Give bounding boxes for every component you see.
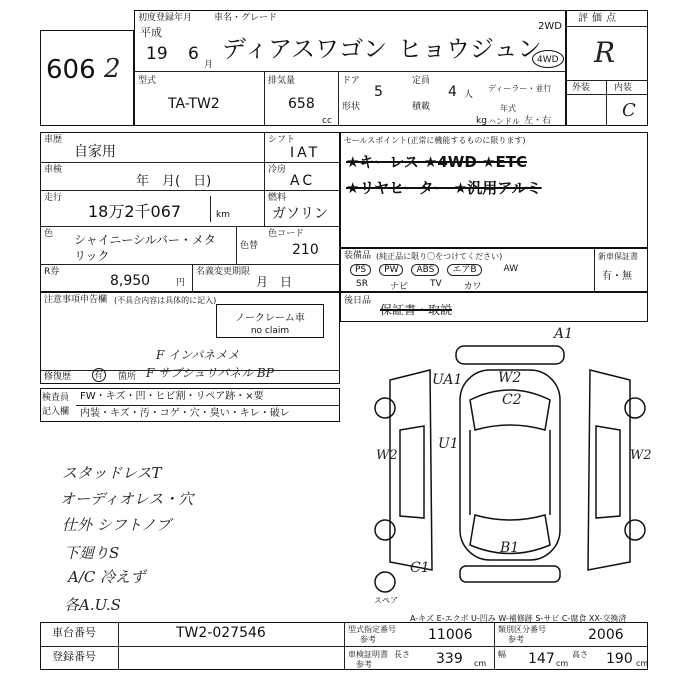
new-warranty-label: 新車保証書 [598, 252, 638, 261]
diagram-mark-w2-top: W2 [498, 370, 522, 386]
length-label: 長さ [394, 650, 410, 659]
no-claim-stamp [216, 304, 324, 338]
drive-4wd: 4WD [537, 55, 559, 65]
reg-month: 6 [188, 44, 199, 64]
diagram-mark-a1: A1 [554, 326, 574, 342]
recycle-label: R券 [44, 267, 60, 277]
height-unit: cm [636, 659, 649, 668]
no-claim-en: no claim [250, 326, 290, 336]
no-claim-text: ノークレーム車 [235, 313, 305, 324]
chassis-value: TW2-027546 [176, 625, 266, 641]
color-code-value: 210 [292, 242, 319, 258]
length-value: 339 [436, 651, 463, 667]
interior-value: C [622, 100, 636, 121]
comment-1: スタッドレスT [62, 464, 162, 482]
equip-pw: PW [379, 264, 403, 276]
diagram-mark-b1: B1 [500, 540, 520, 556]
notes-sub-label: (不具合内容は具体的に記入) [114, 296, 217, 305]
car-name: ディアスワゴン [222, 35, 388, 63]
note-hand-2: F サブシュリバネル BP [146, 366, 274, 380]
color-value-1: シャイニーシルバー・メタ [74, 233, 216, 247]
diagram-mark-c1: C1 [410, 560, 430, 576]
month-unit: 月 [204, 60, 214, 70]
diagram-mark-u1: U1 [438, 436, 459, 452]
repair-label: 修復歴 [44, 372, 72, 382]
doors-value: 5 [374, 84, 383, 100]
comment-3: 仕外 シフトノブ [62, 516, 171, 534]
dealer-label: ディーラー・並行 [488, 84, 552, 93]
type-value: 11006 [428, 627, 473, 643]
color-label: 色 [44, 229, 54, 239]
equipment-label: 装備品 [344, 251, 372, 261]
class-value: 2006 [588, 627, 624, 643]
width-value: 147 [528, 651, 555, 667]
displacement-unit: cc [322, 116, 332, 126]
mileage-unit-divider [210, 196, 211, 222]
equip-airbag: エアB [447, 264, 481, 276]
color-code-label: 色コード [268, 229, 305, 239]
color-change-label: 色替 [240, 241, 259, 251]
drive-2wd: 2WD [538, 21, 562, 32]
type-label: 型式指定番号 [348, 625, 396, 634]
comment-6: 各A.U.S [64, 596, 121, 614]
length-unit: cm [474, 659, 487, 668]
chassis-label: 車台番号 [52, 626, 96, 639]
repair-value: 有 [94, 371, 104, 381]
fuel-value: ガソリン [272, 206, 328, 222]
new-warranty-value: 有・無 [602, 271, 632, 282]
car-name-label: 車名・グレード [214, 13, 278, 23]
capacity-value: 4 [448, 84, 457, 100]
grade: ヒョウジュン [398, 35, 542, 63]
mileage-value: 18万2千067 [88, 202, 182, 221]
diagram-mark-c2: C2 [502, 392, 522, 408]
note-hand-1: F インパネメメ [156, 348, 240, 362]
doors-label: ドア [342, 76, 360, 86]
equip-abs: ABS [411, 264, 439, 276]
equipment-row1 [350, 264, 590, 276]
sales-points-line1: ★キーレス ★4WD ★ETC [346, 153, 527, 171]
inspector-line-1: FW・キズ・凹・ヒビ割・リペア跡・×要 [80, 391, 264, 402]
inspection-label: 車検 [44, 165, 63, 175]
width-label: 幅 [498, 650, 506, 659]
first-reg-label: 初度登録年月 [138, 13, 193, 23]
lot-mark: 2 [104, 54, 121, 84]
history-value: 自家用 [74, 144, 116, 160]
reg-year: 19 [146, 44, 168, 64]
fuel-label: 燃料 [268, 193, 287, 203]
handle-value: 左・右 [524, 116, 552, 126]
comment-4: 下廻りS [64, 544, 120, 562]
diagram-legend: A-キズ E-エクボ U-凹み W-補修跡 S-サビ C-腐食 XX-交換済 [410, 614, 627, 623]
accessories-value: 保証書・取説 [380, 303, 453, 317]
type-sub: 参考 [360, 635, 376, 644]
diagram-spare-label: スペア [374, 596, 398, 605]
exterior-label: 外装 [572, 83, 591, 93]
inspection-value: 年 月( 日) [136, 174, 212, 189]
diagram-mark-ua1: UA1 [432, 372, 463, 388]
mileage-unit: km [216, 210, 230, 220]
equip-ps: PS [350, 264, 371, 276]
cert-sub: 参考 [356, 660, 372, 669]
model-year-label: 年式 [500, 104, 516, 113]
loading-label: 積載 [412, 102, 431, 112]
diagram-mark-w2-right: W2 [630, 448, 652, 463]
recycle-unit: 円 [176, 278, 186, 288]
era: 平成 [140, 26, 162, 39]
interior-label: 内装 [614, 83, 633, 93]
displacement-label: 排気量 [268, 76, 296, 86]
sales-points-label: セールスポイント(正常に機能するものに限ります) [344, 136, 526, 145]
cert-label: 車検証明書 [348, 650, 388, 659]
height-label: 高さ [572, 650, 588, 659]
mileage-label: 走行 [44, 193, 63, 203]
rating-value: R [594, 36, 616, 69]
recycle-value: 8,950 [110, 273, 151, 289]
color-value-2: リック [74, 249, 110, 263]
equip-sr: SR [356, 279, 368, 289]
class-sub: 参考 [508, 635, 524, 644]
equip-aw: AW [503, 264, 519, 274]
deadline-value: 月 日 [256, 275, 293, 289]
comment-5: A/C 冷えず [68, 568, 146, 586]
ac-value: AC [290, 173, 316, 189]
notes-label: 注意事項申告欄 [44, 295, 108, 305]
shape-label: 形状 [342, 102, 361, 112]
capacity-label: 定員 [412, 76, 431, 86]
equip-navi: ナビ [389, 282, 408, 292]
shift-label: シフト [268, 135, 296, 145]
comment-2: オーディオレス・穴 [60, 490, 194, 508]
model-value: TA-TW2 [168, 96, 220, 112]
model-label: 型式 [138, 76, 157, 86]
inspector-line-2: 内装・キズ・汚・コゲ・穴・臭い・キレ・破レ [80, 408, 290, 419]
class-label: 類別区分番号 [498, 625, 546, 634]
shift-value: IAT [290, 145, 321, 161]
reg-number-label: 登録番号 [52, 650, 96, 663]
width-unit: cm [556, 659, 569, 668]
equip-leather: カワ [463, 282, 482, 292]
deadline-label: 名義変更期限 [196, 267, 251, 277]
equipment-row2 [356, 279, 586, 290]
sales-points-line2: ★リヤヒーター ★汎用アルミ [346, 179, 542, 197]
repair-place: 箇所 [118, 372, 137, 382]
inspector-label-1: 検査員 [42, 393, 70, 403]
rating-label: 評価点 [578, 13, 620, 24]
accessories-label: 後日品 [344, 296, 372, 306]
lot-number: 606 [46, 55, 96, 85]
equip-tv: TV [429, 279, 442, 289]
kg-label: kg [476, 116, 487, 126]
ac-label: 冷房 [268, 165, 287, 175]
equipment-note: (純正品に限り〇をつけてください) [376, 252, 503, 261]
diagram-mark-w2-left: W2 [376, 448, 398, 463]
inspector-label-2: 記入欄 [42, 407, 70, 417]
height-value: 190 [606, 651, 633, 667]
history-label: 車歴 [44, 135, 63, 145]
capacity-unit: 人 [464, 90, 474, 100]
handle-label: ハンドル [488, 117, 520, 126]
displacement-value: 658 [288, 96, 315, 112]
